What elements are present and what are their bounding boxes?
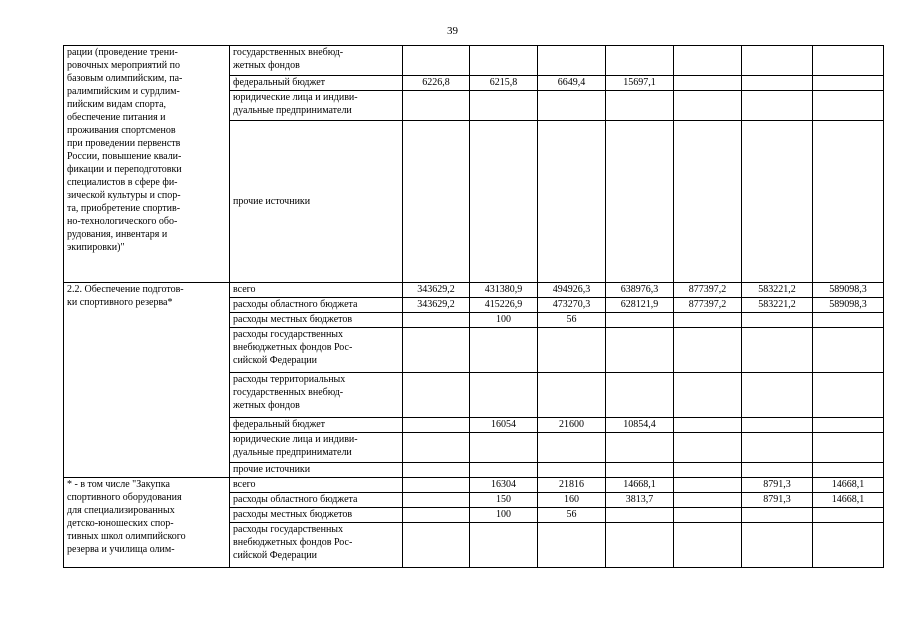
value-cell: 100: [470, 508, 538, 523]
value-cell: 56: [538, 313, 606, 328]
value-cell: [674, 91, 742, 121]
value-cell: [742, 328, 813, 373]
value-cell: [742, 76, 813, 91]
value-cell: [674, 46, 742, 76]
value-cell: [674, 433, 742, 463]
value-cell: [813, 508, 884, 523]
value-cell: [403, 523, 470, 568]
funding-source: всего: [230, 283, 403, 298]
value-cell: [742, 121, 813, 283]
value-cell: 494926,3: [538, 283, 606, 298]
measure-description: рации (проведение трени- ровочных мероприятий по базовым олимпийским, па- ралимпийским и сурдлим- пийским видам спорта, обеспечение питания и проживания спортсменов при проведении первенств России, повышение квали- фикации и переподготовки специалистов в сфере фи- зической культуры и спор- та, приобретение спортив- но-технологического обо- рудования, инвентаря и экипировки)": [64, 46, 230, 283]
value-cell: [606, 91, 674, 121]
value-cell: 343629,2: [403, 283, 470, 298]
funding-source: юридические лица и индиви- дуальные предприниматели: [230, 91, 403, 121]
value-cell: [403, 478, 470, 493]
value-cell: [813, 46, 884, 76]
table-row: [64, 478, 884, 493]
value-cell: [538, 121, 606, 283]
value-cell: [538, 328, 606, 373]
funding-source: расходы местных бюджетов: [230, 508, 403, 523]
value-cell: [470, 463, 538, 478]
value-cell: 589098,3: [813, 283, 884, 298]
value-cell: 877397,2: [674, 283, 742, 298]
funding-source: расходы местных бюджетов: [230, 313, 403, 328]
value-cell: 56: [538, 508, 606, 523]
value-cell: 100: [470, 313, 538, 328]
value-cell: [538, 373, 606, 418]
funding-source: расходы государственных внебюджетных фондов Рос- сийской Федерации: [230, 328, 403, 373]
value-cell: 589098,3: [813, 298, 884, 313]
value-cell: 14668,1: [606, 478, 674, 493]
funding-source: федеральный бюджет: [230, 76, 403, 91]
value-cell: [813, 313, 884, 328]
value-cell: [742, 91, 813, 121]
value-cell: [403, 313, 470, 328]
value-cell: 473270,3: [538, 298, 606, 313]
value-cell: 6226,8: [403, 76, 470, 91]
value-cell: [403, 328, 470, 373]
value-cell: [538, 433, 606, 463]
value-cell: 3813,7: [606, 493, 674, 508]
value-cell: [470, 328, 538, 373]
value-cell: [470, 523, 538, 568]
value-cell: 628121,9: [606, 298, 674, 313]
value-cell: [813, 418, 884, 433]
value-cell: [403, 508, 470, 523]
value-cell: [470, 433, 538, 463]
value-cell: [813, 328, 884, 373]
value-cell: [403, 91, 470, 121]
value-cell: [742, 373, 813, 418]
value-cell: [674, 328, 742, 373]
value-cell: [742, 46, 813, 76]
value-cell: [742, 418, 813, 433]
value-cell: [538, 463, 606, 478]
value-cell: [538, 46, 606, 76]
value-cell: 10854,4: [606, 418, 674, 433]
budget-table: [63, 45, 884, 568]
table-row: [64, 46, 884, 76]
value-cell: [813, 121, 884, 283]
value-cell: [674, 76, 742, 91]
value-cell: [606, 46, 674, 76]
value-cell: [470, 121, 538, 283]
value-cell: [606, 121, 674, 283]
table-row: [64, 283, 884, 298]
value-cell: [674, 508, 742, 523]
page-number: 39: [447, 25, 458, 37]
value-cell: [606, 508, 674, 523]
funding-source: расходы областного бюджета: [230, 298, 403, 313]
value-cell: 877397,2: [674, 298, 742, 313]
value-cell: [674, 121, 742, 283]
value-cell: [403, 46, 470, 76]
value-cell: [674, 313, 742, 328]
value-cell: [674, 478, 742, 493]
funding-source: расходы государственных внебюджетных фондов Рос- сийской Федерации: [230, 523, 403, 568]
funding-source: расходы территориальных государственных внебюд- жетных фондов: [230, 373, 403, 418]
measure-description: 2.2. Обеспечение подготов- ки спортивного резерва*: [64, 283, 230, 478]
value-cell: 21816: [538, 478, 606, 493]
funding-source: расходы областного бюджета: [230, 493, 403, 508]
funding-source: юридические лица и индиви- дуальные предприниматели: [230, 433, 403, 463]
value-cell: [674, 523, 742, 568]
value-cell: 16054: [470, 418, 538, 433]
value-cell: [742, 523, 813, 568]
value-cell: [403, 493, 470, 508]
value-cell: [403, 418, 470, 433]
value-cell: [813, 433, 884, 463]
value-cell: [403, 373, 470, 418]
value-cell: 150: [470, 493, 538, 508]
value-cell: 343629,2: [403, 298, 470, 313]
value-cell: [470, 46, 538, 76]
value-cell: 583221,2: [742, 298, 813, 313]
value-cell: [470, 373, 538, 418]
value-cell: [813, 523, 884, 568]
value-cell: [470, 91, 538, 121]
value-cell: [403, 121, 470, 283]
value-cell: [606, 463, 674, 478]
value-cell: [403, 463, 470, 478]
value-cell: 6215,8: [470, 76, 538, 91]
value-cell: [813, 373, 884, 418]
value-cell: [674, 493, 742, 508]
funding-source: всего: [230, 478, 403, 493]
value-cell: [606, 313, 674, 328]
value-cell: [742, 433, 813, 463]
value-cell: [742, 463, 813, 478]
value-cell: [674, 418, 742, 433]
value-cell: 6649,4: [538, 76, 606, 91]
value-cell: 14668,1: [813, 493, 884, 508]
value-cell: 16304: [470, 478, 538, 493]
value-cell: 583221,2: [742, 283, 813, 298]
value-cell: 14668,1: [813, 478, 884, 493]
value-cell: [813, 91, 884, 121]
value-cell: [606, 433, 674, 463]
funding-source: государственных внебюд- жетных фондов: [230, 46, 403, 76]
value-cell: 638976,3: [606, 283, 674, 298]
funding-source: федеральный бюджет: [230, 418, 403, 433]
value-cell: 160: [538, 493, 606, 508]
value-cell: [742, 508, 813, 523]
measure-description: * - в том числе "Закупка спортивного оборудования для специализированных детско-юношеских спор- тивных школ олимпийского резерва и училища олим-: [64, 478, 230, 568]
value-cell: 21600: [538, 418, 606, 433]
value-cell: [813, 463, 884, 478]
value-cell: [538, 523, 606, 568]
value-cell: 15697,1: [606, 76, 674, 91]
value-cell: [674, 463, 742, 478]
value-cell: [674, 373, 742, 418]
value-cell: [742, 313, 813, 328]
value-cell: 431380,9: [470, 283, 538, 298]
value-cell: 8791,3: [742, 478, 813, 493]
value-cell: [403, 433, 470, 463]
value-cell: 415226,9: [470, 298, 538, 313]
value-cell: [606, 328, 674, 373]
value-cell: [606, 373, 674, 418]
value-cell: [606, 523, 674, 568]
funding-source: прочие источники: [230, 121, 403, 283]
funding-source: прочие источники: [230, 463, 403, 478]
value-cell: 8791,3: [742, 493, 813, 508]
value-cell: [813, 76, 884, 91]
value-cell: [538, 91, 606, 121]
